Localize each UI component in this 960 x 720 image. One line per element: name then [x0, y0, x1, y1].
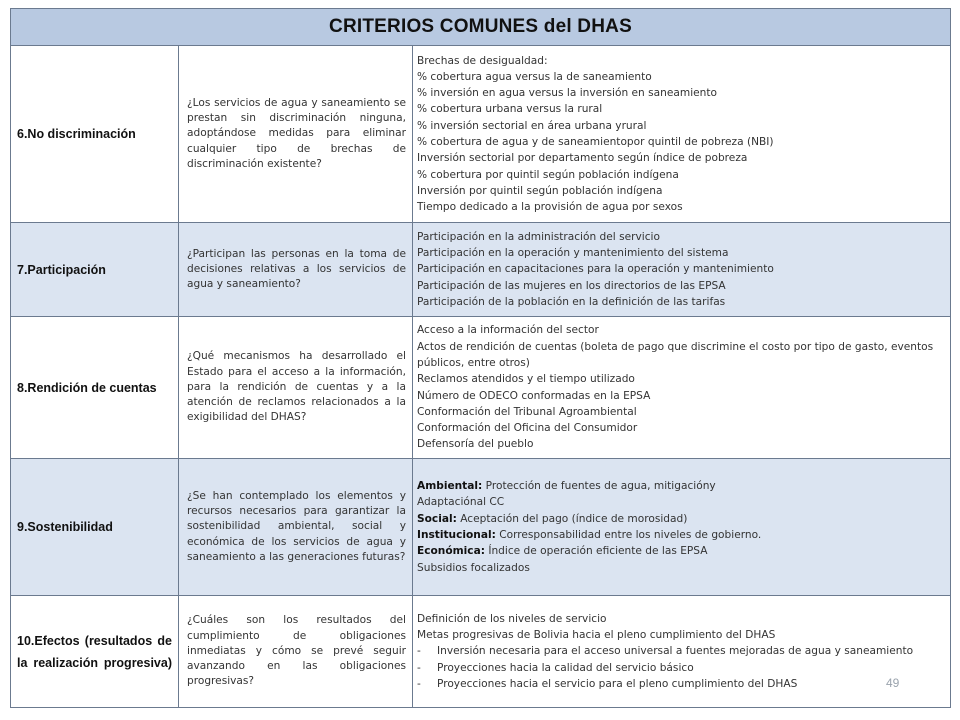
indicator-item: [417, 511, 944, 527]
table-row: [11, 317, 951, 459]
indicator-text: Subsidios focalizados: [417, 561, 530, 574]
indicator-text: Índice de operación eficiente de las EPSA: [484, 545, 708, 558]
indicator-item: Participación de las mujeres en los directorios de las EPSA: [417, 279, 726, 292]
criterion-cell: 8.Rendición de cuentas: [11, 317, 179, 459]
indicator-item: Actos de rendición de cuentas (boleta de pago que discrimine el costo por tipo de gasto, eventos públicos, entre otros): [417, 340, 934, 369]
indicators-cell: [413, 459, 951, 596]
indicator-item: % inversión en agua versus la inversión en saneamiento: [417, 87, 718, 100]
indicator-item: Participación en la operación y mantenimiento del sistema: [417, 247, 729, 260]
criterion-cell: 10.Efectos (resultados de la realización progresiva): [11, 596, 179, 708]
question-cell: ¿Se han contemplado los elementos y recursos necesarios para garantizar la sostenibilidad ambiental, social y económica de los servicios de agua y saneamiento a las generaciones futuras?: [179, 459, 413, 596]
indicator-item: [417, 494, 944, 510]
indicator-item: Reclamos atendidos y el tiempo utilizado: [417, 373, 635, 386]
indicator-item: [417, 560, 944, 576]
question-cell: ¿Participan las personas en la toma de decisiones relativas a los servicios de agua y saneamiento?: [179, 223, 413, 317]
indicator-item: Inversión sectorial por departamento según índice de pobreza: [417, 152, 748, 165]
criterion-cell: 6.No discriminación: [11, 46, 179, 223]
dash-mark: -: [417, 661, 421, 674]
indicator-item: Tiempo dedicado a la provisión de agua por sexos: [417, 201, 683, 214]
criterion-cell: 9.Sostenibilidad: [11, 459, 179, 596]
criterion-cell: 7.Participación: [11, 223, 179, 317]
dash-mark: -: [417, 677, 421, 690]
indicator-text: Adaptaciónal CC: [417, 496, 505, 509]
indicator-item: % cobertura de agua y de saneamientopor quintil de pobreza (NBI): [417, 136, 774, 148]
table-title: CRITERIOS COMUNES del DHAS: [11, 9, 951, 46]
indicator-item: Participación de la población en la definición de las tarifas: [417, 295, 726, 308]
indicator-item: Participación en capacitaciones para la operación y mantenimiento: [417, 263, 774, 276]
table-row: [11, 223, 951, 317]
indicators-cell: [413, 317, 951, 459]
indicator-item: Brechas de desigualdad:: [417, 54, 548, 67]
question-cell: ¿Los servicios de agua y saneamiento se prestan sin discriminación ninguna, adoptándose medidas para eliminar cualquier tipo de brechas de discriminación existente?: [179, 46, 413, 223]
indicator-item: % cobertura agua versus la de saneamiento: [417, 70, 652, 83]
indicator-item: % inversión sectorial en área urbana yrural: [417, 119, 647, 132]
indicator-label: Institucional:: [417, 529, 496, 541]
dash-item-text: Proyecciones hacia la calidad del servicio básico: [437, 661, 694, 674]
indicator-item: % cobertura por quintil según población indígena: [417, 168, 679, 181]
indicator-text: Protección de fuentes de agua, mitigacióny: [482, 480, 716, 493]
table-row: [11, 46, 951, 223]
table-row: [11, 596, 951, 708]
criteria-table: [10, 8, 951, 708]
table-row: [11, 459, 951, 596]
indicator-text: Corresponsabilidad entre los niveles de gobierno.: [495, 529, 762, 541]
indicator-label: Social:: [417, 512, 457, 525]
dash-item: [417, 643, 944, 659]
indicators-cell: [413, 596, 951, 708]
indicator-item: Inversión por quintil según población indígena: [417, 184, 663, 197]
question-cell: ¿Cuáles son los resultados del cumplimiento de obligaciones inmediatas y cómo se prevé seguir avanzando en las obligaciones progresivas?: [179, 596, 413, 708]
indicator-item: [417, 543, 944, 559]
indicator-label: Ambiental:: [417, 480, 483, 493]
indicator-item: Metas progresivas de Bolivia hacia el pleno cumplimiento del DHAS: [417, 629, 776, 642]
dash-mark: -: [417, 645, 421, 658]
indicator-item: Conformación del Oficina del Consumidor: [417, 422, 638, 435]
dash-item-text: Proyecciones hacia el servicio para el pleno cumplimiento del DHAS: [437, 677, 798, 690]
dash-item: [417, 660, 944, 676]
question-cell: ¿Qué mecanismos ha desarrollado el Estado para el acceso a la información, para la rendición de cuentas y a la atención de reclamos relacionados a la exigibilidad del DHAS?: [179, 317, 413, 459]
indicator-item: Conformación del Tribunal Agroambiental: [417, 405, 637, 418]
indicator-item: % cobertura urbana versus la rural: [417, 103, 603, 116]
indicator-item: Defensoría del pueblo: [417, 438, 534, 451]
indicator-item: [417, 527, 944, 543]
indicators-cell: [413, 46, 951, 223]
dash-item: [417, 676, 944, 692]
page-number: 49: [886, 676, 900, 690]
indicator-label: Económica:: [417, 545, 485, 558]
indicator-text: Aceptación del pago (índice de morosidad): [456, 512, 688, 525]
dash-item-text: Inversión necesaria para el acceso universal a fuentes mejoradas de agua y saneamiento: [437, 645, 914, 658]
indicator-item: Participación en la administración del servicio: [417, 230, 660, 243]
indicator-item: [417, 478, 944, 494]
indicator-item: Definición de los niveles de servicio: [417, 612, 607, 625]
indicators-cell: [413, 223, 951, 317]
indicator-item: Acceso a la información del sector: [417, 324, 599, 337]
indicator-item: Número de ODECO conformadas en la EPSA: [417, 389, 651, 402]
